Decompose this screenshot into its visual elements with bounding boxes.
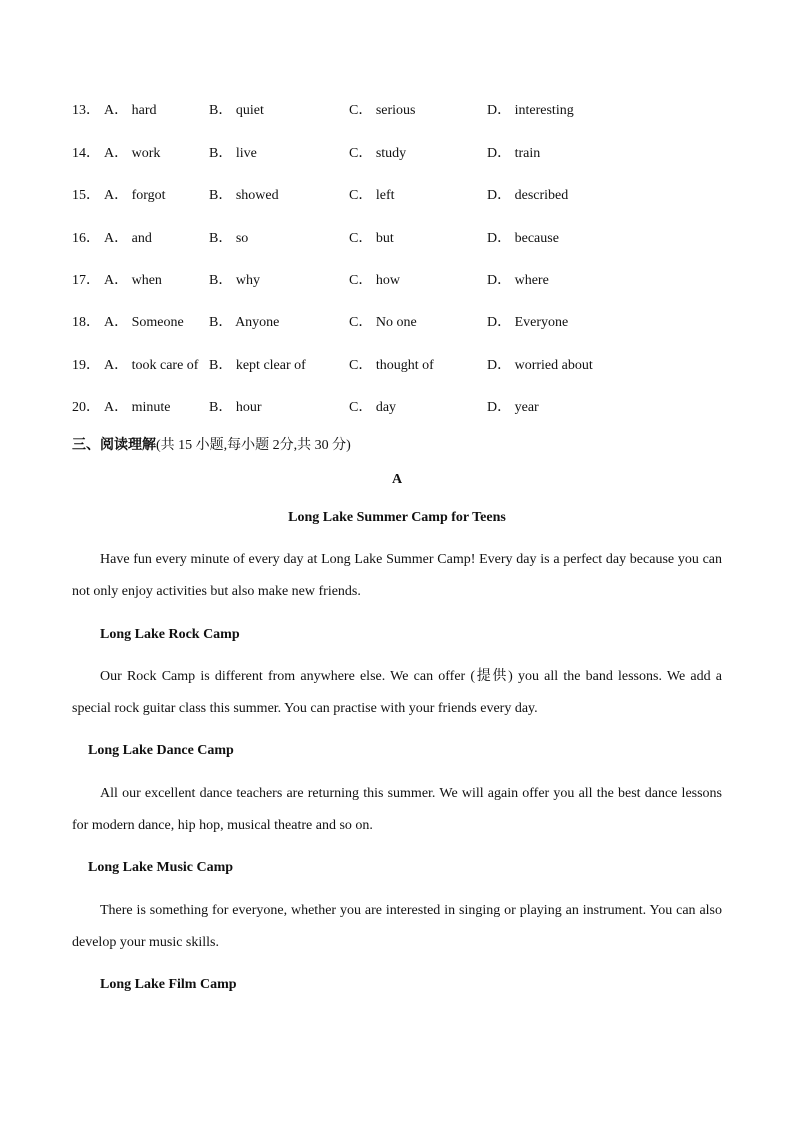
option-d: D． interesting	[487, 103, 574, 118]
option-b: B． why	[209, 273, 260, 288]
question-number: 16．	[72, 231, 100, 246]
option-a: A． work	[104, 146, 161, 161]
option-a: A． and	[104, 231, 152, 246]
option-d: D． Everyone	[487, 315, 569, 330]
option-a: A． minute	[104, 400, 171, 415]
option-d: D． described	[487, 188, 569, 203]
option-b: B． showed	[209, 188, 279, 203]
option-b: B． so	[209, 231, 249, 246]
dance-camp-heading: Long Lake Dance Camp	[88, 743, 234, 758]
option-c: C． how	[349, 273, 400, 288]
option-c: C． thought of	[349, 358, 434, 373]
option-c: C． serious	[349, 103, 416, 118]
question-number: 15．	[72, 188, 100, 203]
option-c: C． No one	[349, 315, 417, 330]
option-c: C． study	[349, 146, 407, 161]
option-d: D． worried about	[487, 358, 593, 373]
option-b: B． live	[209, 146, 257, 161]
section-title: 三、阅读理解	[72, 438, 156, 453]
option-a: A． Someone	[104, 315, 184, 330]
option-b: B． quiet	[209, 103, 264, 118]
option-b: B． kept clear of	[209, 358, 306, 373]
film-camp-heading: Long Lake Film Camp	[100, 977, 237, 992]
rock-camp-heading: Long Lake Rock Camp	[100, 627, 240, 642]
option-d: D． year	[487, 400, 539, 415]
option-a: A． forgot	[104, 188, 166, 203]
dance-camp-paragraph: All our excellent dance teachers are returning this summer. We will again offer you all the best dance lessons for modern dance, hip hop, musical theatre and so on.	[72, 786, 722, 833]
option-a: A． hard	[104, 103, 157, 118]
question-number: 18．	[72, 315, 100, 330]
option-d: D． train	[487, 146, 541, 161]
question-number: 20．	[72, 400, 100, 415]
option-a: A． when	[104, 273, 162, 288]
passage-label: A	[391, 472, 403, 487]
music-camp-paragraph: There is something for everyone, whether you are interested in singing or playing an instrument. You can also develop your music skills.	[72, 903, 722, 950]
passage-title: Long Lake Summer Camp for Teens	[288, 510, 506, 525]
option-b: B． hour	[209, 400, 262, 415]
option-c: C． day	[349, 400, 397, 415]
option-c: C． left	[349, 188, 395, 203]
option-d: D． where	[487, 273, 549, 288]
question-number: 19．	[72, 358, 100, 373]
option-b: B． Anyone	[209, 315, 280, 330]
option-a: A． took care of	[104, 358, 199, 373]
rock-camp-paragraph: Our Rock Camp is different from anywhere else. We can offer (提供) you all the band lessons. We add a special rock guitar class this summer. You can practise with your friends every day.	[72, 669, 722, 716]
music-camp-heading: Long Lake Music Camp	[88, 860, 234, 875]
question-number: 17．	[72, 273, 100, 288]
question-number: 14．	[72, 146, 100, 161]
intro-paragraph: Have fun every minute of every day at Long Lake Summer Camp! Every day is a perfect day because you can not only enjoy activities but also make new friends.	[72, 552, 722, 599]
option-c: C． but	[349, 231, 394, 246]
section-note: (共 15 小题,每小题 2分,共 30 分)	[156, 438, 351, 453]
option-d: D． because	[487, 231, 559, 246]
question-number: 13．	[72, 103, 100, 118]
section-heading	[72, 436, 351, 456]
